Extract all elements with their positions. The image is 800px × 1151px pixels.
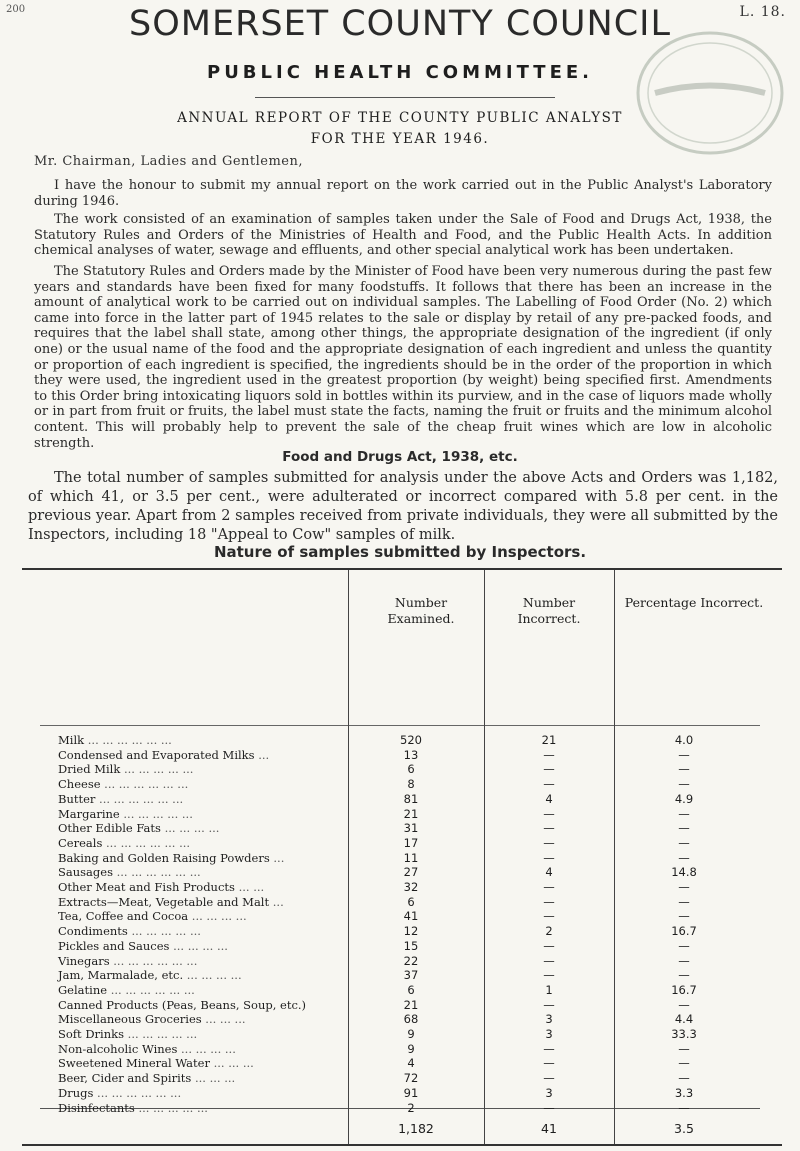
row-percentage: — — [678, 835, 690, 850]
row-percentage: — — [678, 1071, 690, 1086]
row-examined: 32 — [403, 880, 419, 894]
leader-dots: ... ... ... ... ... — [119, 806, 193, 821]
row-label: Miscellaneous Groceries ... ... ... — [58, 1012, 246, 1027]
row-percentage: 4.0 — [674, 733, 694, 747]
row-percentage: — — [678, 894, 690, 909]
row-label: Sweetened Mineral Water ... ... ... — [58, 1056, 254, 1071]
paragraph-work: The work consisted of an examination of samples taken under the Sale of Food and Drugs Act, 1938, the Statutory Rules and Orders of the Ministries of Health and Food, and the Public Health Acts. In addition chemical analyses of water, sewage and effluents, and other special analytical work has been undertaken. — [34, 212, 772, 259]
row-label: Non-alcoholic Wines ... ... ... ... — [58, 1041, 236, 1056]
page-number: 200 — [6, 4, 26, 15]
row-examined: 520 — [400, 733, 422, 747]
total-percentage: 3.5 — [674, 1121, 694, 1136]
table-row — [58, 983, 758, 998]
row-examined: 21 — [403, 997, 419, 1012]
row-incorrect: — — [543, 1071, 555, 1086]
row-incorrect: — — [543, 909, 555, 924]
table-row — [58, 821, 758, 836]
row-incorrect: — — [543, 835, 555, 850]
col-header-percentage: Percentage Incorrect. — [624, 595, 764, 610]
row-incorrect: 3 — [545, 1085, 553, 1100]
report-year: FOR THE YEAR 1946. — [310, 131, 490, 147]
row-examined: 37 — [403, 968, 419, 983]
row-label: Butter ... ... ... ... ... ... — [58, 791, 184, 806]
row-label: Disinfectants ... ... ... ... ... — [58, 1100, 208, 1115]
row-examined: 17 — [403, 835, 419, 850]
report-title: ANNUAL REPORT OF THE COUNTY PUBLIC ANALYST — [177, 110, 623, 126]
row-percentage: — — [678, 909, 690, 924]
row-label: Jam, Marmalade, etc. ... ... ... ... — [58, 968, 242, 983]
table-row — [58, 895, 758, 910]
row-incorrect: — — [543, 762, 555, 777]
row-percentage: — — [678, 997, 690, 1012]
table-row — [58, 777, 758, 792]
leader-dots: ... ... ... ... ... ... — [84, 733, 172, 747]
row-percentage: — — [678, 1041, 690, 1056]
row-label: Margarine ... ... ... ... ... — [58, 806, 193, 821]
leader-dots: ... ... ... ... ... ... — [112, 865, 201, 880]
row-label: Soft Drinks ... ... ... ... ... — [58, 1027, 198, 1041]
row-percentage: — — [678, 880, 690, 894]
leader-dots: ... ... ... ... ... — [134, 1100, 208, 1115]
leader-dots: ... ... — [234, 880, 265, 894]
row-label: Vinegars ... ... ... ... ... ... — [58, 953, 198, 968]
row-examined: 21 — [403, 806, 419, 821]
row-label: Condiments ... ... ... ... ... — [58, 924, 201, 939]
leader-dots: ... ... ... ... ... ... — [95, 791, 184, 806]
table-row — [58, 1042, 758, 1057]
row-label: Drugs ... ... ... ... ... ... — [58, 1085, 182, 1100]
row-incorrect: — — [543, 968, 555, 983]
table-row — [58, 762, 758, 777]
row-percentage: — — [678, 747, 690, 762]
row-incorrect: — — [543, 894, 555, 909]
paragraph-totals: The total number of samples submitted for analysis under the above Acts and Orders was 1,182, of which 41, or 3.5 per cent., were adulterated or incorrect compared with 5.8 per cent. in the previous year. Apart from 2 samples received from private individuals, they were all submitted by the Inspectors, including 18 "Appeal to Cow" samples of milk. — [28, 470, 778, 543]
table-bottom-rule — [22, 1144, 782, 1146]
row-incorrect: 3 — [545, 1027, 553, 1041]
row-examined: 6 — [407, 982, 415, 997]
row-label: Tea, Coffee and Cocoa ... ... ... ... — [58, 909, 247, 924]
row-percentage: — — [678, 953, 690, 968]
leader-dots: ... ... ... ... — [177, 1041, 236, 1056]
table-row — [58, 1012, 758, 1027]
table-row — [58, 939, 758, 954]
table-row — [58, 1086, 758, 1101]
table-row — [58, 924, 758, 939]
row-incorrect: — — [543, 1100, 555, 1115]
row-incorrect: — — [543, 777, 555, 792]
committee-title: PUBLIC HEALTH COMMITTEE. — [207, 62, 593, 83]
row-percentage: — — [678, 1056, 690, 1071]
row-incorrect: — — [543, 850, 555, 865]
row-examined: 6 — [407, 762, 415, 777]
total-incorrect: 41 — [541, 1121, 557, 1136]
row-percentage: 16.7 — [671, 924, 697, 939]
row-percentage: — — [678, 938, 690, 953]
row-label: Pickles and Sauces ... ... ... ... — [58, 938, 228, 953]
row-label: Baking and Golden Raising Powders ... — [58, 850, 285, 865]
leader-dots: ... ... ... ... ... — [120, 762, 194, 777]
paragraph-statutory-rules: The Statutory Rules and Orders made by the Minister of Food have been very numerous during the past few years and standards have been fixed for many foodstuffs. It follows that there has been an increase in the amount of analytical work to be carried out on individual samples. The Labelling of Food Order (No. 2) which came into force in the latter part of 1945 relates to the sale or display by retail of any pre-packed foods, and requires that the label shall state, among other things, the appropriate designation of the ingredient (if only one) or the usual name of the food and the appropriate designation of each ingredient and unless the quantity or proportion of each ingredient is specified, the ingredients should be in the order of the proportion in which they were used, the ingredient used in the greatest proportion (by weight) being specified first. Amendments to this Order bring intoxicating liquors sold in bottles within its purview, and in the case of liquors made wholly or in part from fruit or fruits, the label must state the facts, naming the fruit or fruits and the minimum alcohol content. This will probably help to prevent the sale of the cheap fruit wines which are low in alcoholic strength. — [34, 264, 772, 451]
row-label: Sausages ... ... ... ... ... ... — [58, 865, 201, 880]
row-incorrect: 4 — [545, 865, 553, 880]
row-label: Other Meat and Fish Products ... ... — [58, 880, 265, 894]
row-label: Cereals ... ... ... ... ... ... — [58, 835, 191, 850]
row-percentage: — — [678, 1100, 690, 1115]
table-row — [58, 998, 758, 1013]
leader-dots: ... ... ... ... — [160, 821, 220, 836]
table-row — [58, 851, 758, 866]
row-examined: 31 — [403, 821, 419, 836]
leader-dots: ... ... ... ... — [183, 968, 242, 983]
table-top-rule — [22, 568, 782, 570]
table-row — [58, 880, 758, 895]
row-label: Beer, Cider and Spirits ... ... ... — [58, 1071, 236, 1086]
leader-dots: ... — [254, 747, 270, 762]
table-row — [58, 748, 758, 763]
row-incorrect: — — [543, 938, 555, 953]
leader-dots: ... ... ... ... ... ... — [100, 777, 189, 792]
row-percentage: 14.8 — [671, 865, 697, 880]
paragraph-intro: I have the honour to submit my annual report on the work carried out in the Public Analyst's Laboratory during 1946. — [34, 178, 772, 209]
title-rule — [255, 97, 555, 98]
row-percentage: 16.7 — [671, 982, 697, 997]
table-row — [58, 909, 758, 924]
row-incorrect: 4 — [545, 791, 553, 806]
row-percentage: — — [678, 968, 690, 983]
row-percentage: — — [678, 821, 690, 836]
row-percentage: 4.4 — [674, 1012, 694, 1027]
table-row — [58, 836, 758, 851]
section-heading: Food and Drugs Act, 1938, etc. — [282, 449, 518, 465]
table-row — [58, 733, 758, 748]
row-examined: 81 — [403, 791, 419, 806]
table-row — [58, 865, 758, 880]
row-percentage: — — [678, 850, 690, 865]
row-label: Canned Products (Peas, Beans, Soup, etc.) — [58, 997, 307, 1012]
leader-dots: ... ... ... ... — [188, 909, 247, 924]
row-incorrect: — — [543, 1041, 555, 1056]
table-heading: Nature of samples submitted by Inspectors. — [213, 543, 587, 561]
row-examined: 15 — [403, 938, 419, 953]
row-incorrect: — — [543, 953, 555, 968]
table-row — [58, 954, 758, 969]
salutation: Mr. Chairman, Ladies and Gentlemen, — [34, 154, 304, 169]
row-incorrect: — — [543, 997, 555, 1012]
col-header-incorrect: Number Incorrect. — [517, 595, 581, 626]
row-label: Milk ... ... ... ... ... ... — [58, 733, 172, 747]
table-row — [58, 1056, 758, 1071]
row-incorrect: — — [543, 747, 555, 762]
col-header-examined: Number Examined. — [387, 595, 455, 626]
leader-dots: ... ... ... — [201, 1012, 246, 1027]
table-header-rule — [40, 725, 760, 726]
row-examined: 9 — [407, 1041, 415, 1056]
row-incorrect: — — [543, 806, 555, 821]
leader-dots: ... ... ... ... ... ... — [109, 953, 198, 968]
row-examined: 72 — [403, 1071, 419, 1086]
leader-dots: ... ... ... ... — [169, 938, 228, 953]
row-label: Gelatine ... ... ... ... ... ... — [58, 982, 195, 997]
row-examined: 9 — [407, 1027, 415, 1041]
row-label: Cheese ... ... ... ... ... ... — [58, 777, 189, 792]
table-row — [58, 792, 758, 807]
leader-dots: ... ... ... ... ... ... — [102, 835, 191, 850]
row-incorrect: 3 — [545, 1012, 553, 1027]
table-row — [58, 968, 758, 983]
row-percentage: 33.3 — [671, 1027, 697, 1041]
table-row — [58, 807, 758, 822]
leader-dots: ... ... ... ... ... ... — [93, 1085, 182, 1100]
row-incorrect: — — [543, 821, 555, 836]
row-examined: 68 — [403, 1012, 419, 1027]
row-examined: 11 — [403, 850, 419, 865]
row-label: Dried Milk ... ... ... ... ... — [58, 762, 194, 777]
row-percentage: — — [678, 777, 690, 792]
row-label: Other Edible Fats ... ... ... ... — [58, 821, 220, 836]
row-incorrect: 2 — [545, 924, 553, 939]
row-incorrect: 1 — [545, 982, 553, 997]
total-examined: 1,182 — [398, 1121, 434, 1136]
row-examined: 4 — [407, 1056, 415, 1071]
row-examined: 13 — [403, 747, 419, 762]
row-examined: 41 — [403, 909, 419, 924]
table-row — [58, 1027, 758, 1042]
row-percentage: 3.3 — [674, 1085, 694, 1100]
leader-dots: ... ... ... ... ... — [127, 924, 201, 939]
table-row — [58, 1071, 758, 1086]
row-examined: 91 — [403, 1085, 419, 1100]
leader-dots: ... ... ... — [209, 1056, 254, 1071]
row-incorrect: 21 — [541, 733, 557, 747]
row-percentage: — — [678, 762, 690, 777]
leader-dots: ... ... ... ... ... — [124, 1027, 198, 1041]
row-label: Condensed and Evaporated Milks ... — [58, 747, 270, 762]
row-incorrect: — — [543, 880, 555, 894]
leader-dots: ... ... ... ... ... ... — [107, 982, 195, 997]
row-examined: 12 — [403, 924, 419, 939]
table-row — [58, 1101, 758, 1116]
row-examined: 8 — [407, 777, 415, 792]
row-examined: 27 — [403, 865, 419, 880]
row-label: Extracts—Meat, Vegetable and Malt ... — [58, 894, 284, 909]
row-percentage: 4.9 — [674, 791, 694, 806]
leader-dots: ... — [269, 894, 284, 909]
row-incorrect: — — [543, 1056, 555, 1071]
council-title: SOMERSET COUNTY COUNCIL — [129, 4, 671, 44]
row-examined: 22 — [403, 953, 419, 968]
row-percentage: — — [678, 806, 690, 821]
reference-code: L. 18. — [739, 4, 786, 20]
leader-dots: ... — [269, 850, 285, 865]
leader-dots: ... ... ... — [191, 1071, 236, 1086]
row-examined: 6 — [407, 894, 415, 909]
row-examined: 2 — [407, 1100, 415, 1115]
